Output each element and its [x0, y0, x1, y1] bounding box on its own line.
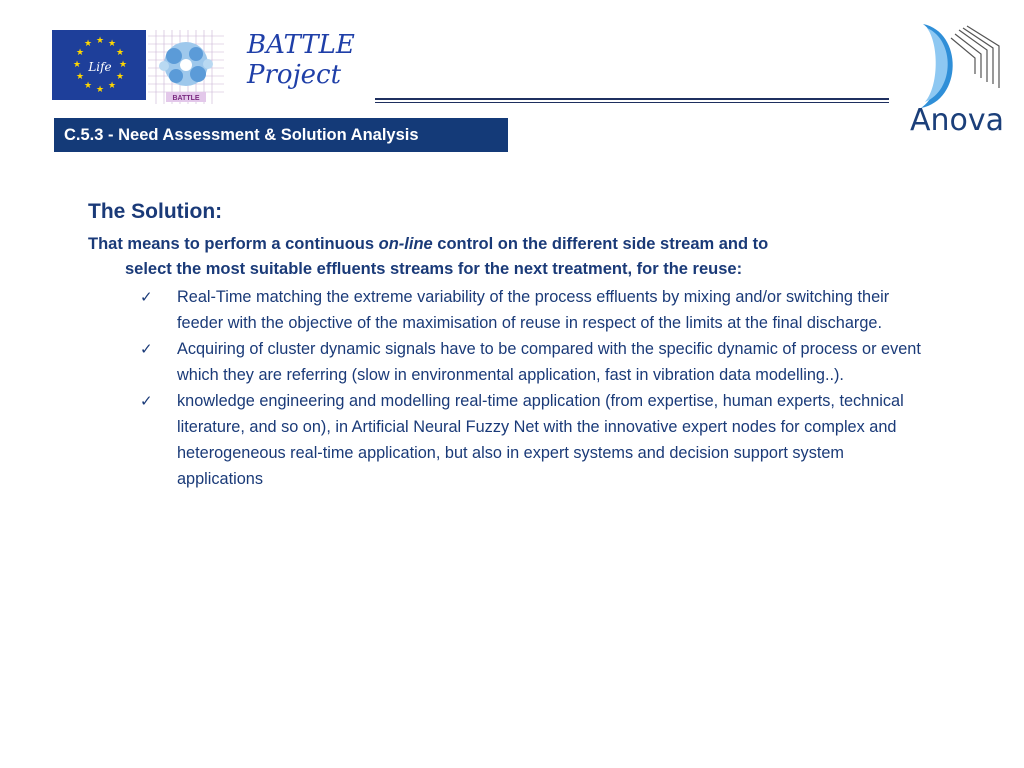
header-divider [375, 98, 889, 100]
checkmark-icon: ✓ [140, 340, 153, 358]
project-title-line2: Project [247, 60, 342, 90]
svg-text:★: ★ [72, 59, 82, 69]
intro-line1 [88, 232, 924, 257]
project-title [247, 30, 355, 90]
list-item [140, 336, 930, 388]
list-item [140, 284, 930, 336]
svg-text:★: ★ [95, 35, 105, 45]
bullet-text: Acquiring of cluster dynamic signals have to be compared with the specific dynamic of process or event which they are referring (slow in environmental application, fast in vibration data modelling..). [177, 340, 921, 384]
svg-text:★: ★ [95, 84, 105, 94]
svg-text:★: ★ [83, 80, 93, 90]
intro-emphasis: on-line [378, 235, 433, 253]
svg-text:★: ★ [115, 47, 125, 57]
svg-text:★: ★ [115, 71, 125, 81]
project-title-line1: BATTLE [247, 30, 355, 60]
section-label: C.5.3 - Need Assessment & Solution Analysis [54, 118, 508, 152]
solution-heading: The Solution: [88, 200, 223, 223]
bullet-text: knowledge engineering and modelling real-time application (from expertise, human experts, technical literature, and so on), in Artificial Neural Fuzzy Net with the innovative expert nodes for complex and heterogeneous real-time application, but also in expert systems and decision support system applications [177, 392, 904, 488]
solution-bullet-list [140, 284, 930, 492]
list-item [140, 388, 930, 492]
svg-text:★: ★ [118, 59, 128, 69]
battle-logo-text: BATTLE [172, 95, 200, 102]
intro-paragraph [88, 232, 924, 282]
battle-project-logo [148, 30, 224, 104]
svg-text:★: ★ [75, 47, 85, 57]
intro-line2: select the most suitable effluents streams for the next treatment, for the reuse: [125, 260, 743, 278]
anova-logo [905, 22, 1009, 138]
svg-text:★: ★ [107, 80, 117, 90]
intro-text-before: That means to perform a continuous [88, 235, 379, 253]
anova-logo-text: Anova [909, 103, 1005, 138]
svg-text:★: ★ [75, 71, 85, 81]
header-divider-thin [375, 102, 889, 103]
checkmark-icon: ✓ [140, 288, 153, 306]
bullet-text: Real-Time matching the extreme variability of the process effluents by mixing and/or switching their feeder with the objective of the maximisation of reuse in respect of the limits at the final discharge. [177, 288, 890, 332]
eu-logo-text: Life [88, 60, 112, 74]
svg-text:★: ★ [107, 38, 117, 48]
eu-life-logo [52, 30, 146, 100]
checkmark-icon: ✓ [140, 392, 153, 410]
intro-text-after: control on the different side stream and to [432, 235, 769, 253]
svg-text:★: ★ [83, 38, 93, 48]
